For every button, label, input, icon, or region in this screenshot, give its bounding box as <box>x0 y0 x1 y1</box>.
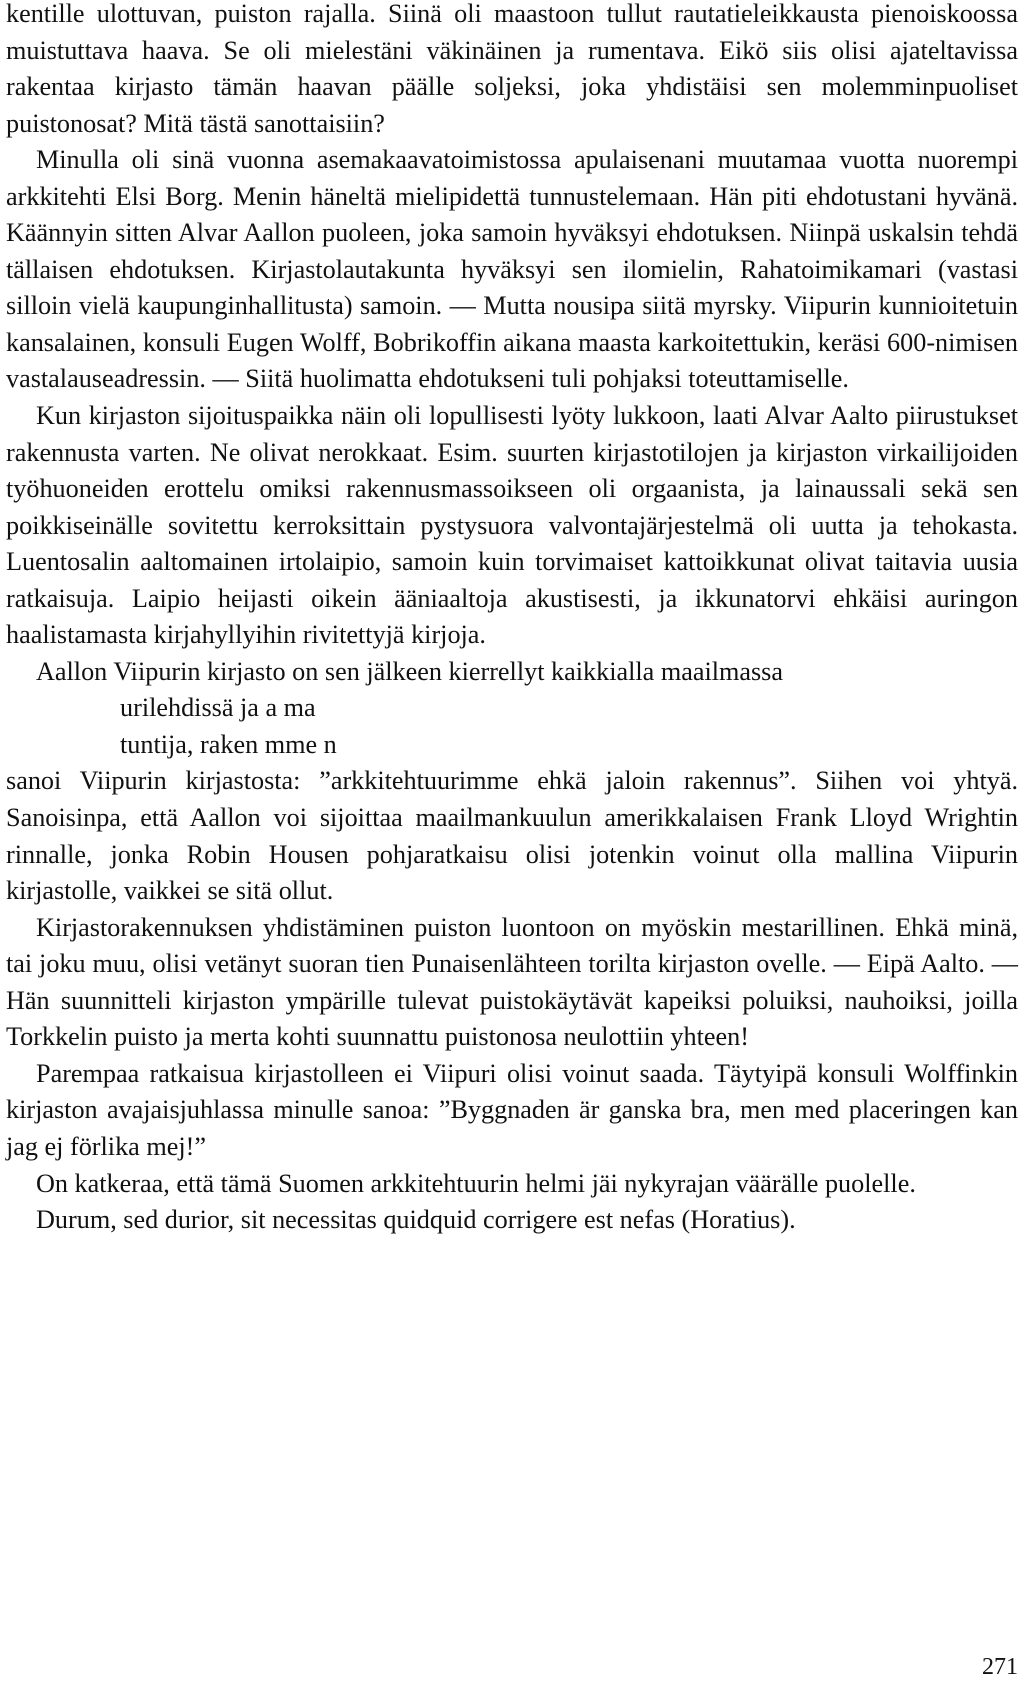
paragraph-library-travelled: Aallon Viipurin kirjasto on sen jälkeen kierrellyt kaikkialla maailmassa <box>36 656 783 686</box>
paragraph-bitter-border: On katkeraa, että tämä Suomen arkkitehtuurin helmi jäi nykyrajan väärälle puolelle. <box>36 1168 916 1198</box>
paragraph-continued: kentille ulottuvan, puiston rajalla. Siinä oli maastoon tullut rautatieleikkausta pienoiskoossa muistuttava haava. Se oli mielestäni väkinäinen ja rumentava. Eikö siis olisi ajateltavissa rakentaa kirjasto tämän haavan päälle soljeksi, joka yhdistäisi sen molemminpuoliset puistonosat? Mitä tästä sanottaisiin? <box>6 0 1018 138</box>
paragraph-horatius-quote: Durum, sed durior, sit necessitas quidquid corrigere est nefas (Horatius). <box>36 1205 796 1235</box>
body-text <box>6 0 1018 1239</box>
paragraph-wolff-quote: Parempaa ratkaisua kirjastolleen ei Viipuri olisi voinut saada. Täytyipä konsuli Wolffinkin kirjaston avajaisjuhlassa minulle sanoa: ”Byggnaden är ganska bra, men med placeringen kan jag ej förlika mej!” <box>6 1058 1018 1161</box>
page-number: 271 <box>982 1654 1018 1680</box>
paragraph-park-connection: Kirjastorakennuksen yhdistäminen puiston luontoon on myöskin mestarillinen. Ehkä minä, tai joku muu, olisi vetänyt suoran tien Punaisenlähteen torilta kirjaston ovelle. — Eipä Aalto. — Hän suunnitteli kirjaston ympärille tulevat puistokäytävät kapeiksi poluiksi, nauhoiksi, joilla Torkkelin puisto ja merta kohti suunnattu puistonosa neulottiin yhteen! <box>6 912 1018 1052</box>
paragraph-elsi-borg: Minulla oli sinä vuonna asemakaavatoimistossa apulaisenani muutamaa vuotta nuorempi arkkitehti Elsi Borg. Menin häneltä mielipidettä tunnustelemaan. Hän piti ehdotustani hyvänä. Käännyin sitten Alvar Aallon puoleen, joka samoin hyväksyi ehdotuksen. Niinpä uskalsin tehdä tällaisen ehdotuksen. Kirjastolautakunta hyväksyi sen ilomielin, Rahatoimikamari (vastasi silloin vielä kaupunginhallitusta) samoin. — Mutta nousipa siitä myrsky. Viipurin kunnioitetuin kansalainen, konsuli Eugen Wolff, Bobrikoffin aikana maasta karkoitettukin, keräsi 600-nimisen vastalauseadressin. — Siitä huolimatta ehdotukseni tuli pohjaksi toteuttamiselle. <box>6 145 1018 394</box>
paragraph-alvar-aalto-drawings: Kun kirjaston sijoituspaikka näin oli lopullisesti lyöty lukkoon, laati Alvar Aalto piirustukset rakennusta varten. Ne olivat nerokkaat. Esim. suurten kirjastotilojen ja kirjaston virkailijoiden työhuoneiden erottelu omiksi rakennusmassoikseen oli orgaanista, ja lainaussali sekä sen poikkiseinälle sovitettu kerroksittain pystysuora valvontajärjestelmä oli uutta ja tehokasta. Luentosalin aaltomainen irtolaipio, samoin kuin torvimaiset kattoikkunat olivat taitavia uusia ratkaisuja. Laipio heijasti oikein ääniaaltoja akustisesti, ja ikkunatorvi ehkäisi auringon haalistamasta kirjahyllyihin rivitettyjä kirjoja. <box>6 401 1018 650</box>
paragraph-noblest-building: sanoi Viipurin kirjastosta: ”arkkitehtuurimme ehkä jaloin rakennus”. Siihen voi yhtyä. Sanoisinpa, että Aallon voi sijoittaa maailmankuulun amerikkalaisen Frank Lloyd Wrightin rinnalle, jonka Robin Housen pohjaratkaisu olisi jotenkin voinut olla mallina Viipurin kirjastolle, vaikkei se sitä ollut. <box>6 766 1018 906</box>
paragraph-fragment-1: urilehdissä ja a ma <box>120 693 316 723</box>
paragraph-fragment-2: tuntija, raken mme n <box>120 729 337 759</box>
